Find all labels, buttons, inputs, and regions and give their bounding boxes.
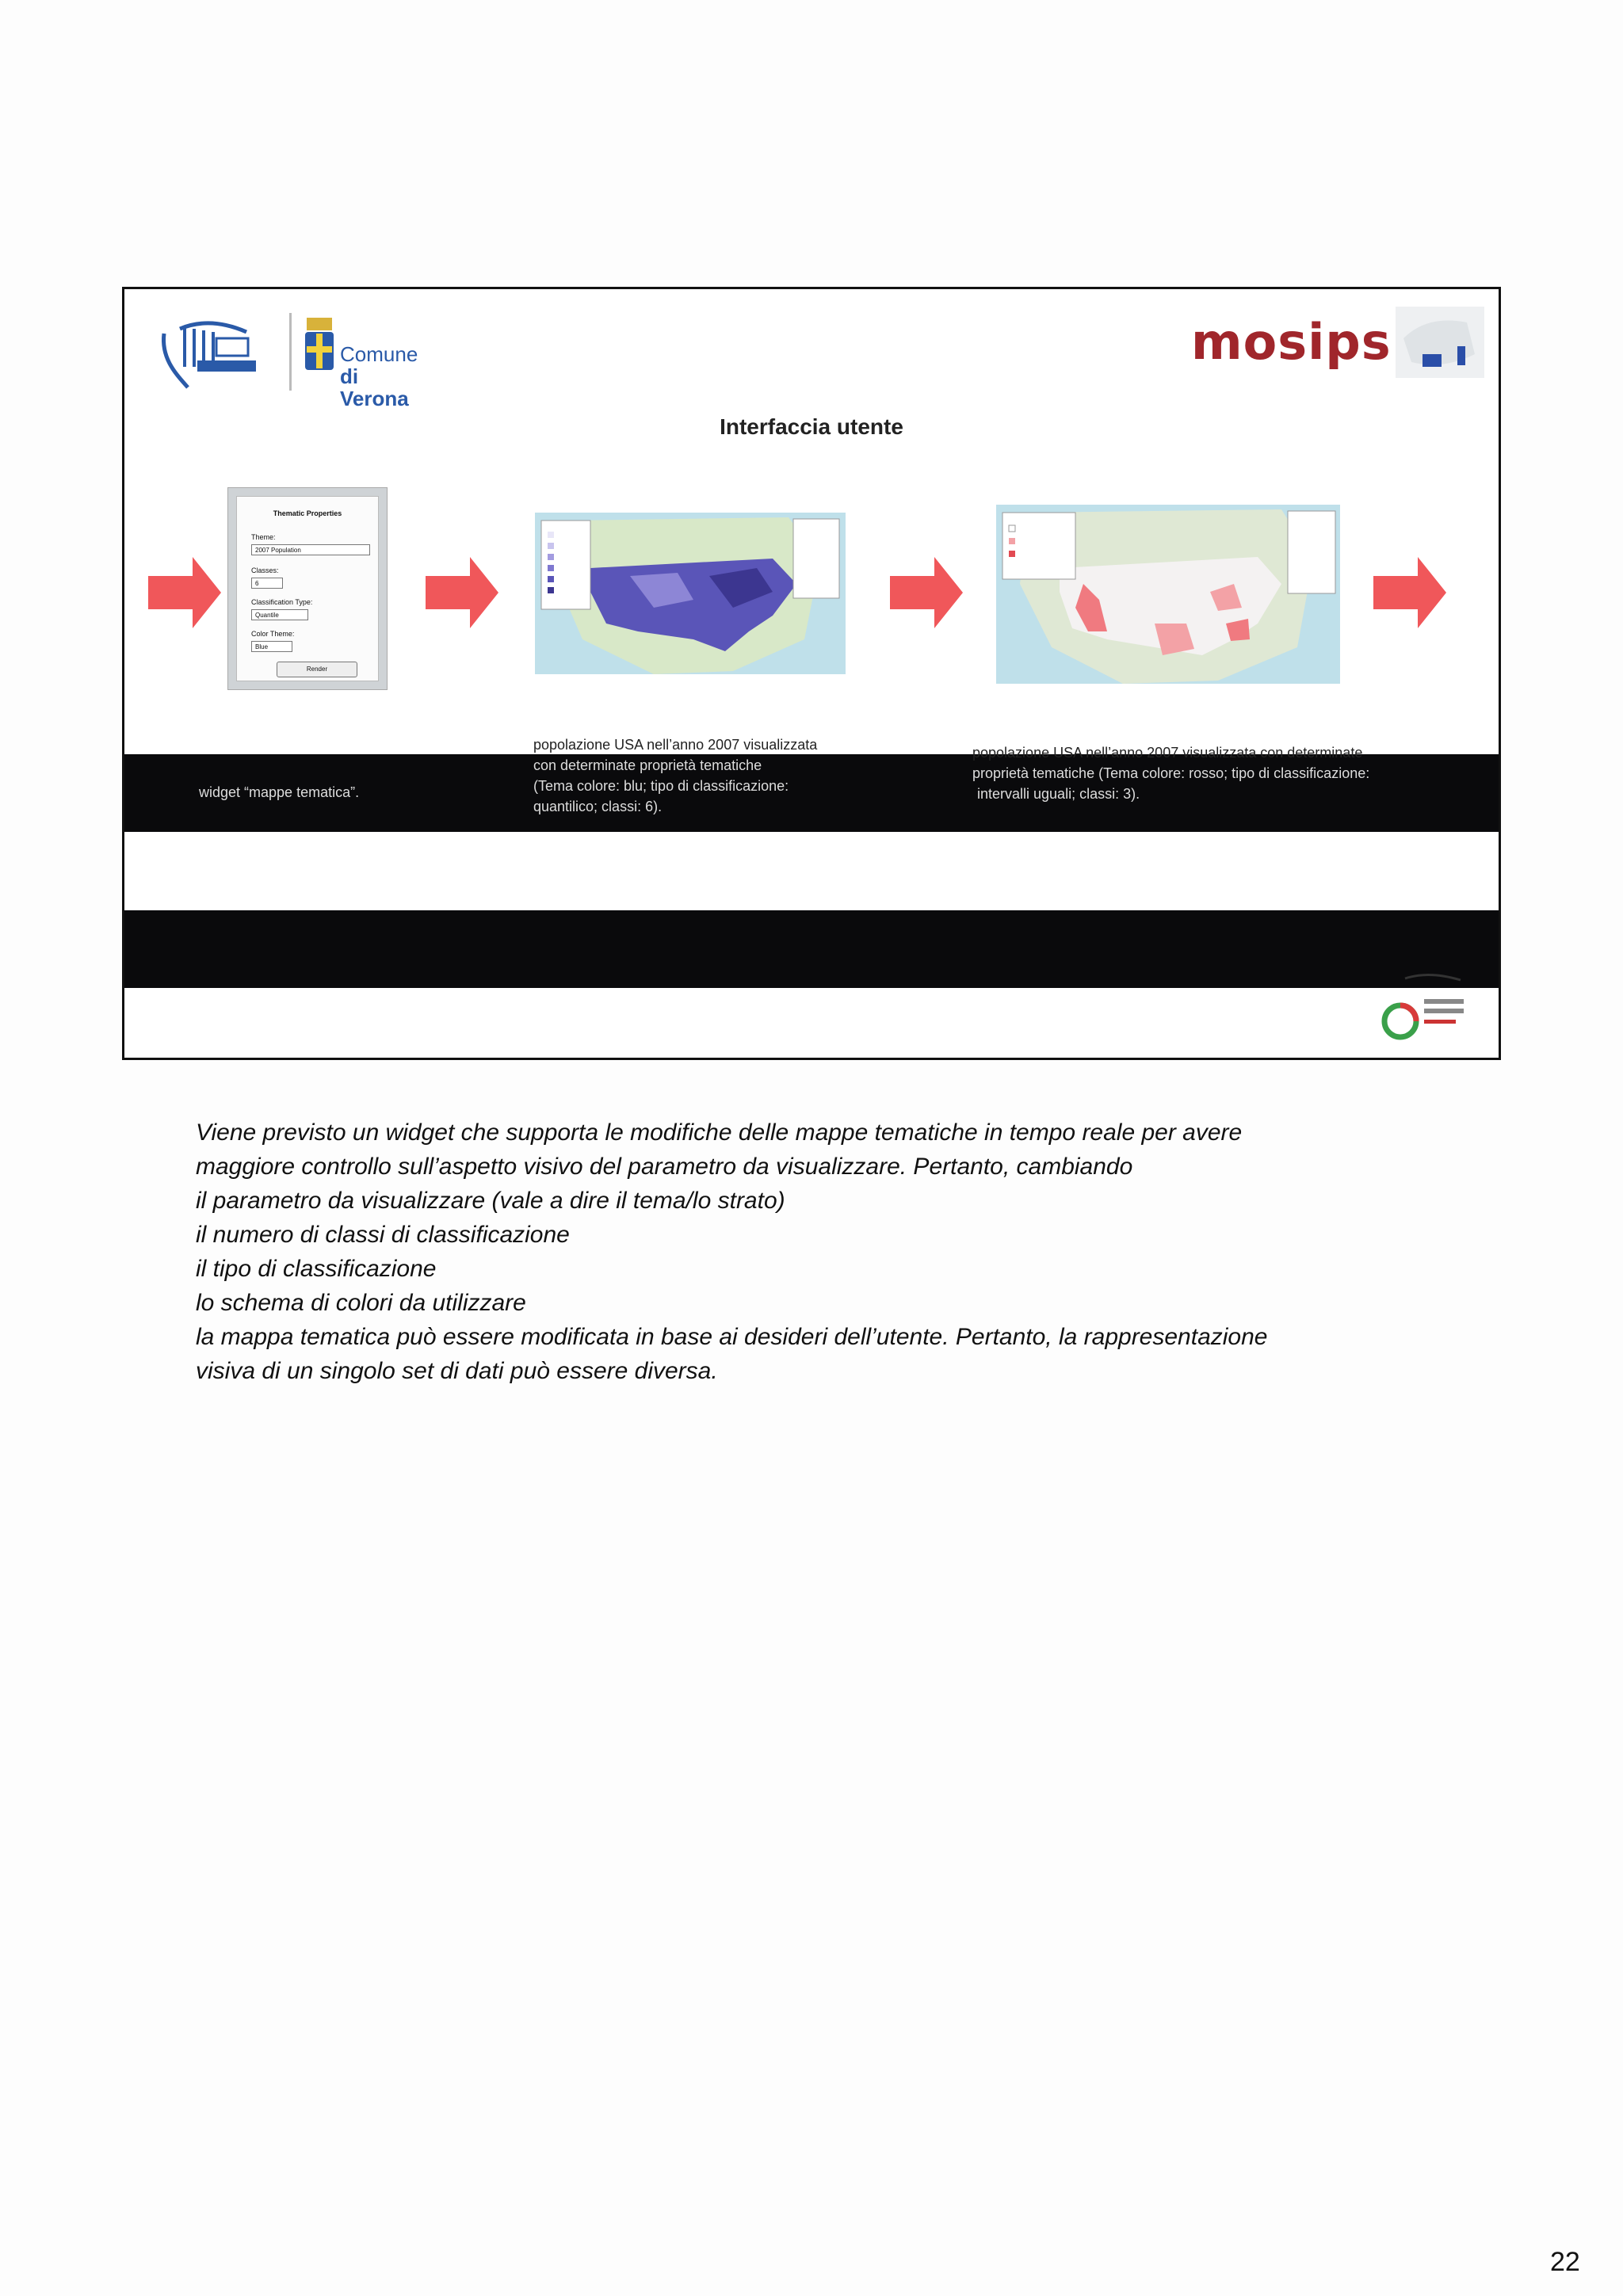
widget-caption: widget “mappe tematica”. [199, 784, 360, 800]
arrow-right-icon [426, 557, 498, 628]
verona-crest-icon [300, 315, 340, 386]
arrow-right-icon [1373, 557, 1446, 628]
body-line: Viene previsto un widget che supporta le modifiche delle mappe tematiche in tempo reale per avere [196, 1119, 1243, 1146]
map1-caption-line3: (Tema colore: blu; tipo di classificazione: [533, 778, 789, 794]
comune-verona-text [340, 343, 422, 410]
body-line: la mappa tematica può essere modificata in base ai desideri dell’utente. Pertanto, la rappresentazione [196, 1324, 1268, 1350]
map2-caption-line2: proprietà tematiche (Tema colore: rosso; tipo di classificazione: [972, 765, 1370, 781]
map1-caption-line4: quantilico; classi: 6). [533, 799, 663, 814]
comune-line2: di Verona [340, 364, 409, 410]
theme-select[interactable]: 2007 Population [251, 544, 370, 555]
map2-caption-line1: popolazione USA nell’anno 2007 visualizzata con determinate [972, 745, 1363, 761]
giornata-statistica-logo [1381, 971, 1468, 1043]
comune-line1: Comune [340, 342, 418, 366]
widget-title: Thematic Properties [273, 509, 342, 517]
arrow-right-icon [890, 557, 963, 628]
render-button[interactable]: Render [277, 662, 357, 677]
map1-caption-line1: popolazione USA nell’anno 2007 visualizzata [533, 737, 818, 753]
verona-logos [153, 311, 422, 410]
classification-label: Classification Type: [251, 598, 313, 606]
body-line: il parametro da visualizzare (vale a dire il tema/lo strato) [196, 1188, 785, 1214]
theme-label: Theme: [251, 533, 276, 541]
map2-caption-line3: intervalli uguali; classi: 3). [977, 786, 1140, 802]
classes-select[interactable]: 6 [251, 578, 283, 589]
color-theme-label: Color Theme: [251, 630, 295, 638]
classification-select[interactable]: Quantile [251, 609, 308, 620]
color-theme-select[interactable]: Blue [251, 641, 292, 652]
classes-label: Classes: [251, 566, 279, 574]
presentation-slide [122, 287, 1501, 1060]
map1-caption-line2: con determinate proprietà tematiche [533, 757, 762, 773]
body-line: il numero di classi di classificazione [196, 1222, 570, 1248]
slide-title: Interfaccia utente [720, 414, 903, 439]
usa-population-red-map [996, 505, 1340, 684]
body-line: il tipo di classificazione [196, 1256, 437, 1282]
qualita-servizi-logo [153, 311, 280, 391]
page-number: 22 [1550, 2247, 1580, 2277]
arrow-right-icon [148, 557, 221, 628]
thematic-properties-widget [227, 487, 388, 690]
body-line: lo schema di colori da utilizzare [196, 1290, 526, 1316]
body-line: maggiore controllo sull’aspetto visivo del parametro da visualizzare. Pertanto, cambiando [196, 1154, 1133, 1180]
eu-project-logo [1396, 307, 1484, 378]
mosips-logo: mosips [1191, 313, 1392, 371]
usa-population-blue-map [535, 513, 846, 674]
body-text [196, 1116, 1432, 1388]
black-band [124, 910, 1499, 988]
body-line: visiva di un singolo set di dati può essere diversa. [196, 1358, 718, 1384]
